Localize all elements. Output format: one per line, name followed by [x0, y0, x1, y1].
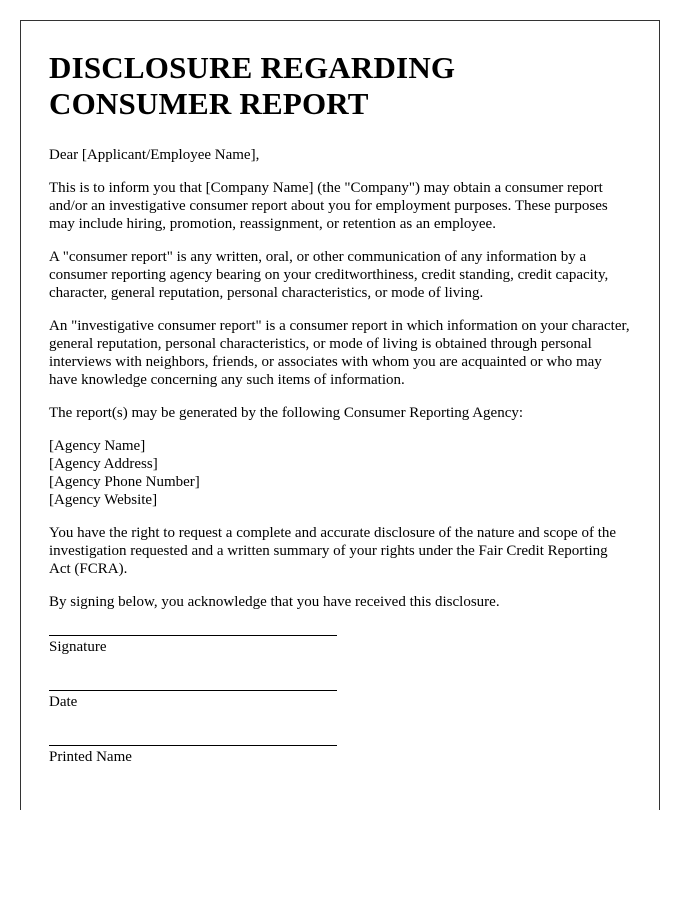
paragraph-consumer-report-definition: A "consumer report" is any written, oral, or other communication of any information by a consumer reporting agency bearing on your creditworthiness, credit standing, credit capacity, character, general reputation, personal characteristics, or mode of living.: [49, 249, 609, 301]
signature-field[interactable]: [49, 635, 631, 656]
paragraph-intro: This is to inform you that [Company Name] (the "Company") may obtain a consumer report and/or an investigative consumer report about you for employment purposes. These purposes may include hiring, promotion, reassignment, or retention as an employee.: [49, 180, 608, 232]
signature-label: Signature: [49, 639, 107, 655]
salutation: Dear [Applicant/Employee Name],: [49, 147, 260, 163]
printed-name-line[interactable]: [49, 745, 337, 746]
date-label: Date: [49, 694, 78, 710]
document-page: [20, 20, 660, 810]
agency-info: [49, 437, 631, 509]
agency-name: [Agency Name]: [49, 438, 146, 454]
date-field[interactable]: [49, 690, 631, 711]
agency-address: [Agency Address]: [49, 456, 158, 472]
paragraph-investigative-report-definition: An "investigative consumer report" is a consumer report in which information on your character, general reputation, personal characteristics, or mode of living is obtained through personal interviews with neighbors, friends, or associates with whom you are acquainted or who may have knowledge concerning any such items of information.: [49, 318, 630, 388]
agency-phone: [Agency Phone Number]: [49, 474, 200, 490]
paragraph-agency-intro: The report(s) may be generated by the following Consumer Reporting Agency:: [49, 405, 524, 421]
paragraph-acknowledgment: By signing below, you acknowledge that you have received this disclosure.: [49, 594, 500, 610]
signature-line[interactable]: [49, 635, 337, 636]
printed-name-label: Printed Name: [49, 749, 132, 765]
date-line[interactable]: [49, 690, 337, 691]
paragraph-rights: You have the right to request a complete and accurate disclosure of the nature and scope of the investigation requested and a written summary of your rights under the Fair Credit Reporting Act (FCRA).: [49, 525, 617, 577]
agency-website: [Agency Website]: [49, 492, 158, 508]
document-title: DISCLOSURE REGARDING CONSUMER REPORT: [49, 50, 456, 121]
printed-name-field[interactable]: [49, 745, 631, 766]
signature-block: [49, 635, 631, 766]
